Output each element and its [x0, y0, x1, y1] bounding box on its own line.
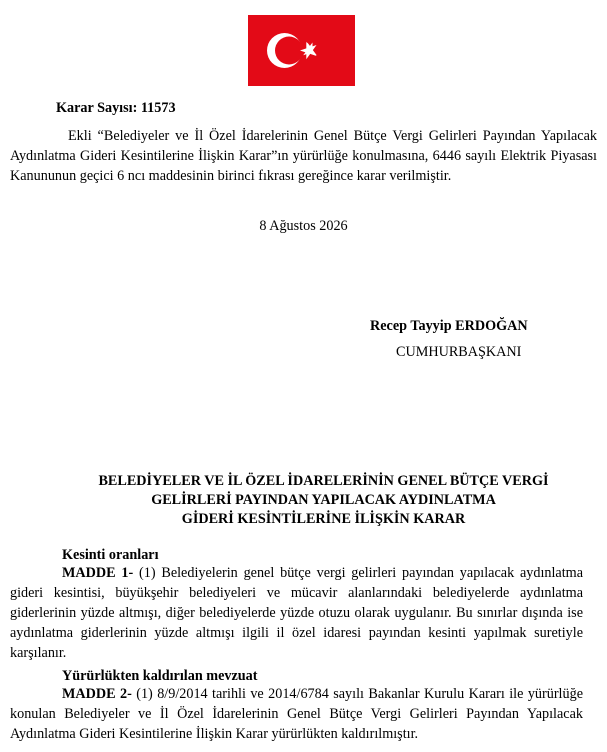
article-1-label: MADDE 1- [62, 565, 134, 581]
article-2-label: MADDE 2- [62, 686, 132, 702]
intro-paragraph: Ekli “Belediyeler ve İl Özel İdarelerinin Genel Bütçe Vergi Gelirleri Payından Yapılacak Aydınlatma Gideri Kesintilerine İlişkin Karar”ın yürürlüğe konulmasına, 6446 sayılı Elektrik Piyasası Kanununun geçici 6 ncı maddesinin birinci fıkrası gereğince karar verilmiştir. [10, 128, 597, 184]
crescent-star-icon [248, 15, 355, 86]
section-heading-kesinti: Kesinti oranları [62, 547, 159, 563]
signatory-title: CUMHURBAŞKANI [396, 344, 522, 360]
signatory-name: Recep Tayyip ERDOĞAN [370, 318, 528, 334]
article-1-text: (1) Belediyelerin genel bütçe vergi gelirleri payından yapılacak aydınlatma gideri kesintisi, büyükşehir belediyeleri ve mücavir alanlarındaki belediyelerde aydınlatma giderlerinin yüzde altmışı, diğer belediyelerde yüzde otuzu olarak uygulanır. Bu sınırlar dışında ise aydınlatma giderlerinin yüzde altmışı ilgili il özel idaresi payından kesinti yapılmak suretiyle karşılanır. [10, 565, 583, 661]
article-2 [10, 684, 583, 744]
title-line-3: GİDERİ KESİNTİLERİNE İLİŞKİN KARAR [181, 511, 466, 527]
document-title [40, 472, 607, 529]
section-heading-yururluk: Yürürlükten kaldırılan mevzuat [62, 668, 258, 684]
title-line-1: BELEDİYELER VE İL ÖZEL İDARELERİNİN GENEL BÜTÇE VERGİ [98, 473, 549, 489]
title-line-2: GELİRLERİ PAYINDAN YAPILACAK AYDINLATMA [151, 492, 496, 508]
article-1 [10, 563, 583, 663]
decision-date: 8 Ağustos 2026 [259, 218, 348, 234]
article-2-text: (1) 8/9/2014 tarihli ve 2014/6784 sayılı Bakanlar Kurulu Kararı ile yürürlüğe konulan Belediyeler ve İl Özel İdarelerinin Genel Bütçe Vergi Gelirleri Payından Yapılacak Aydınlatma Gideri Kesintilerine İlişkin Karar yürürlükten kaldırılmıştır. [10, 686, 583, 742]
decision-number: Karar Sayısı: 11573 [56, 100, 176, 116]
turkish-flag [248, 15, 355, 86]
